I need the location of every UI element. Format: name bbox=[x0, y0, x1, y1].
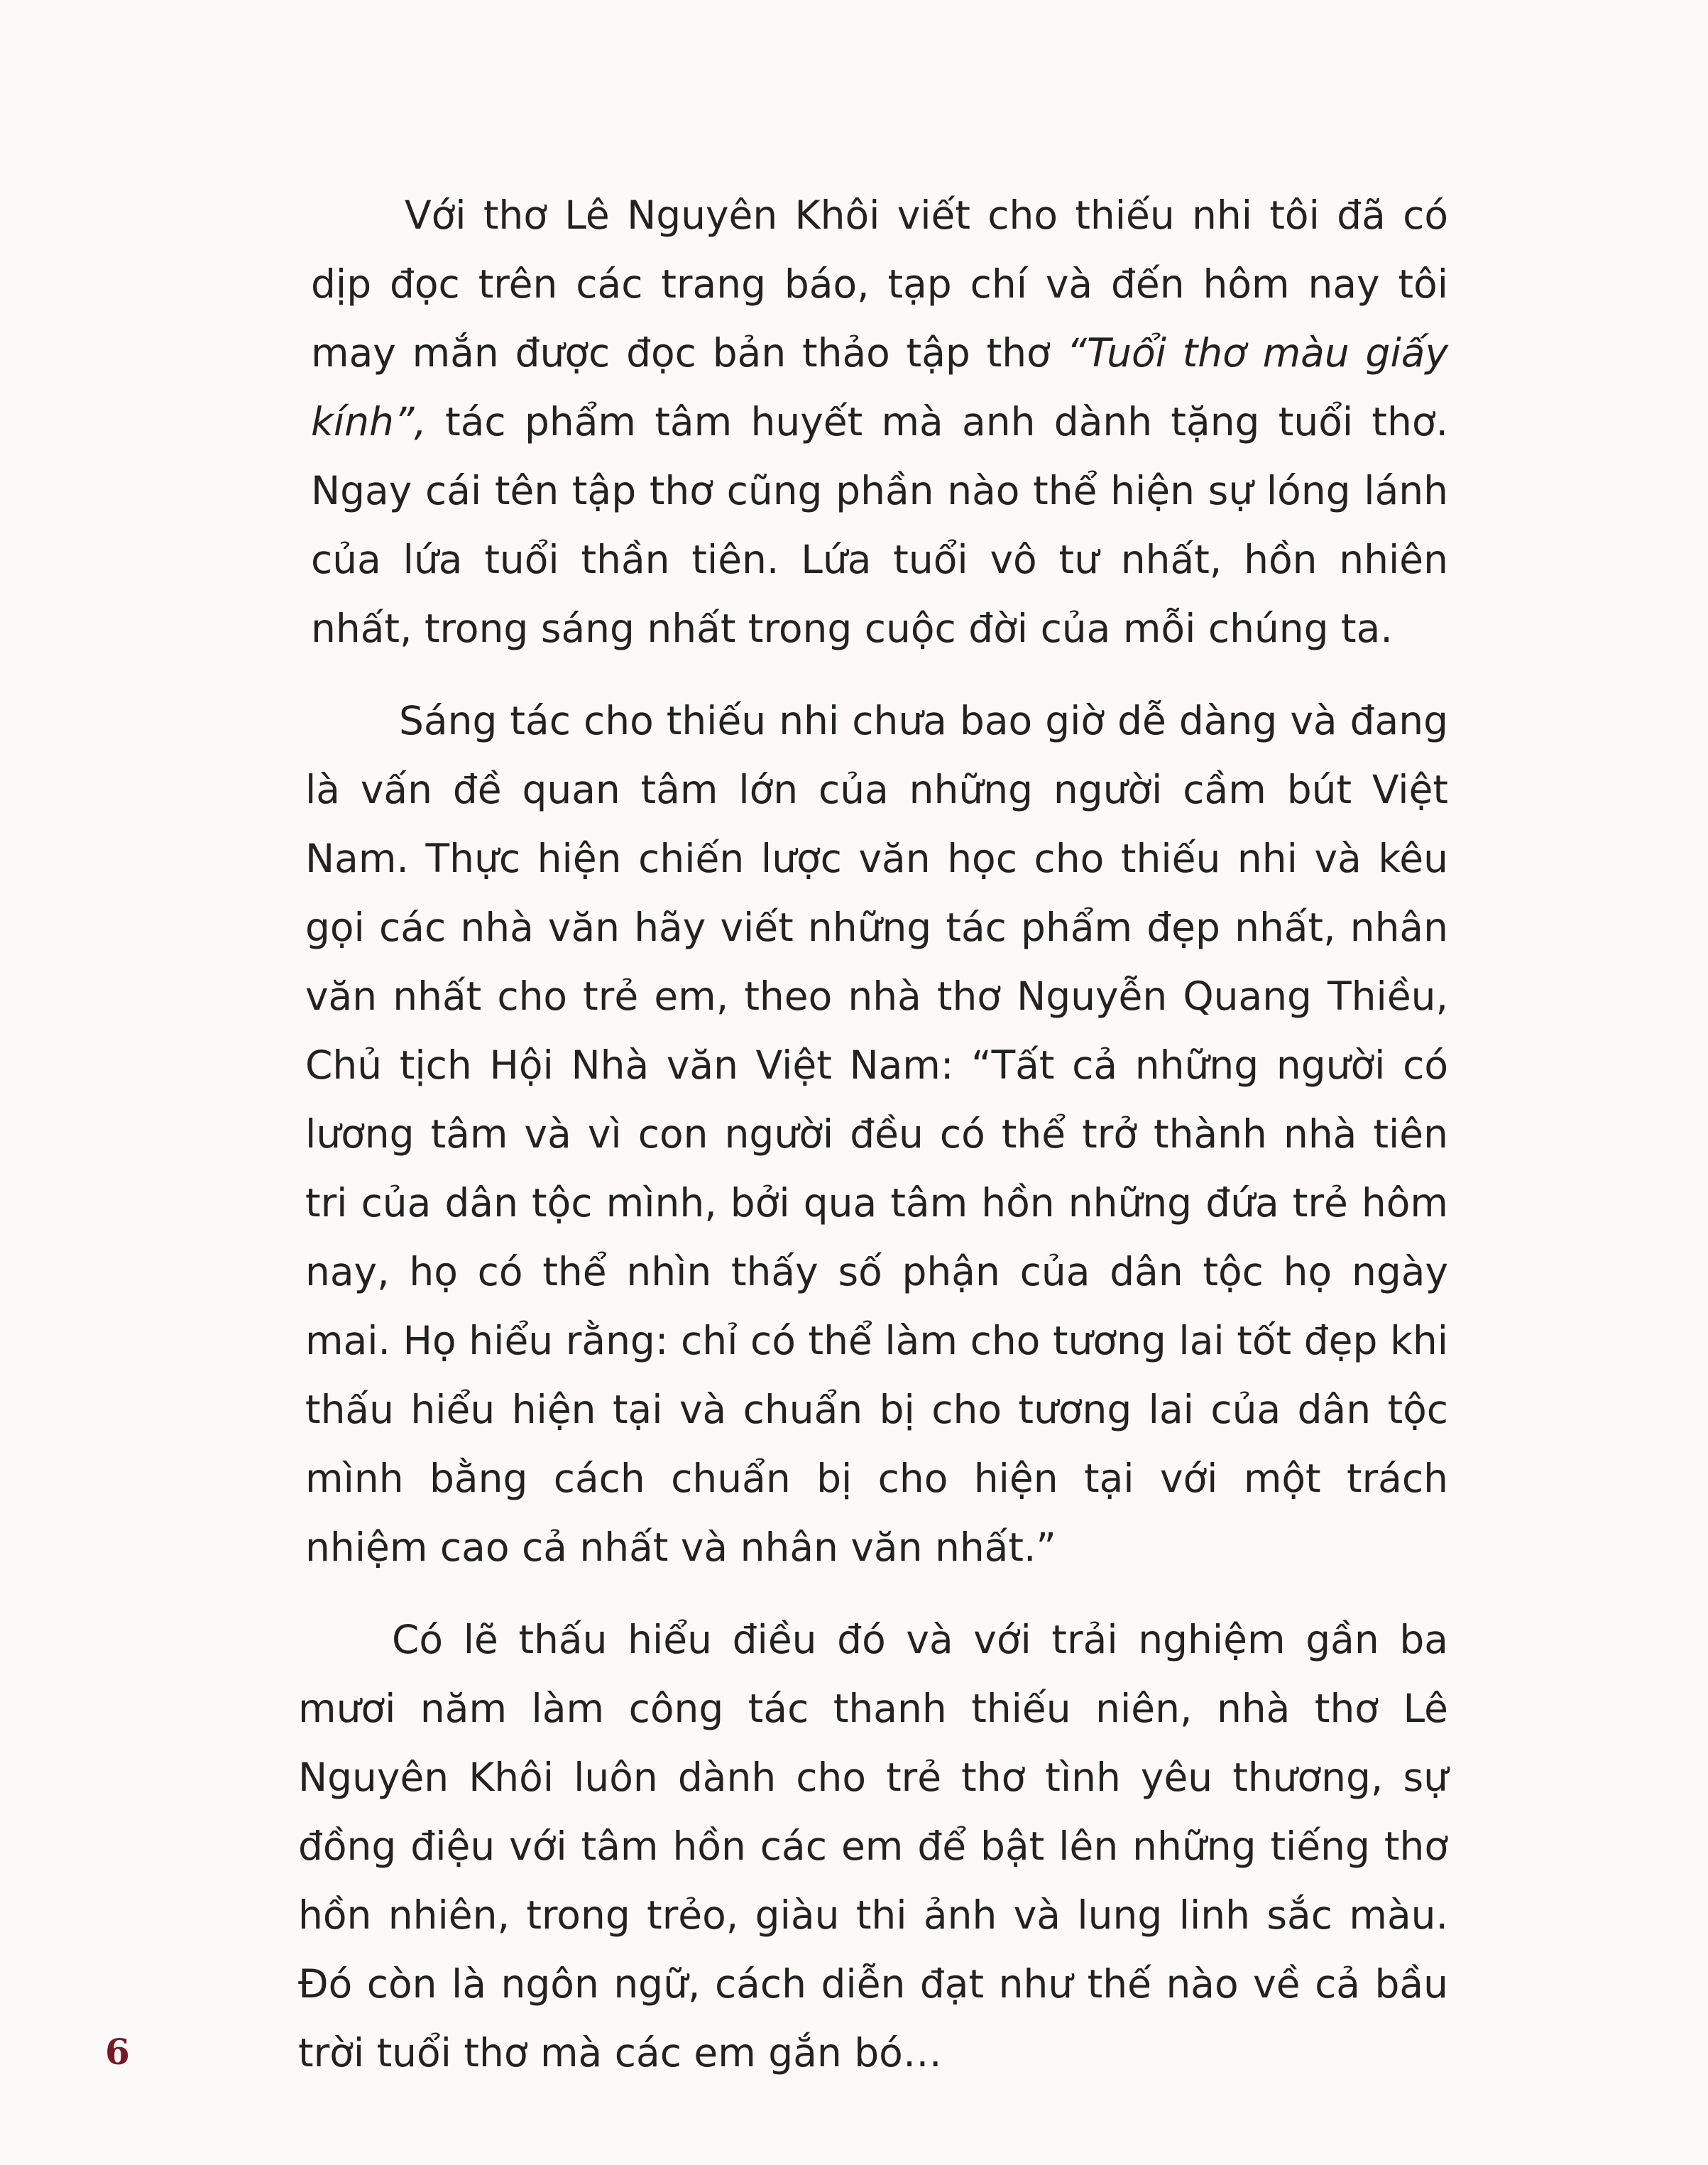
paragraph-1 bbox=[298, 181, 1448, 663]
poetry-collection-title: “Tuổi thơ màu giấy kính”, bbox=[311, 330, 1449, 445]
body-text bbox=[298, 181, 1448, 2111]
paragraph-3: Có lẽ thấu hiểu điều đó và với trải nghiệm gần ba mươi năm làm công tác thanh thiếu niên, nhà thơ Lê Nguyên Khôi luôn dành cho trẻ thơ tình yêu thương, sự đồng điệu với tâm hồn các em để bật lên những tiếng thơ hồn nhiên, trong trẻo, giàu thi ảnh và lung linh sắc màu. Đó còn là ngôn ngữ, cách diễn đạt như thế nào về cả bầu trời tuổi thơ mà các em gắn bó… bbox=[298, 1617, 1448, 2076]
paragraph-1-text-start: Với thơ Lê Nguyên Khôi viết cho thiếu nhi tôi đã có dịp đọc trên các trang báo, tạp chí và đến hôm nay tôi may mắn được đọc bản thảo tập thơ bbox=[311, 192, 1448, 376]
paragraph-2: Sáng tác cho thiếu nhi chưa bao giờ dễ dàng và đang là vấn đề quan tâm lớn của những người cầm bút Việt Nam. Thực hiện chiến lược văn học cho thiếu nhi và kêu gọi các nhà văn hãy viết những tác phẩm đẹp nhất, nhân văn nhất cho trẻ em, theo nhà thơ Nguyễn Quang Thiều, Chủ tịch Hội Nhà văn Việt Nam: “Tất cả những người có lương tâm và vì con người đều có thể trở thành nhà tiên tri của dân tộc mình, bởi qua tâm hồn những đứa trẻ hôm nay, họ có thể nhìn thấy số phận của dân tộc họ ngày mai. Họ hiểu rằng: chỉ có thể làm cho tương lai tốt đẹp khi thấu hiểu hiện tại và chuẩn bị cho tương lai của dân tộc mình bằng cách chuẩn bị cho hiện tại với một trách nhiệm cao cả nhất và nhân văn nhất.” bbox=[305, 698, 1448, 1570]
paragraph-1-text-end: tác phẩm tâm huyết mà anh dành tặng tuổi thơ. Ngay cái tên tập thơ cũng phần nào thể hiện sự lóng lánh của lứa tuổi thần tiên. Lứa tuổi vô tư nhất, hồn nhiên nhất, trong sáng nhất trong cuộc đời của mỗi chúng ta. bbox=[311, 399, 1448, 651]
page-number: 6 bbox=[105, 2031, 130, 2073]
